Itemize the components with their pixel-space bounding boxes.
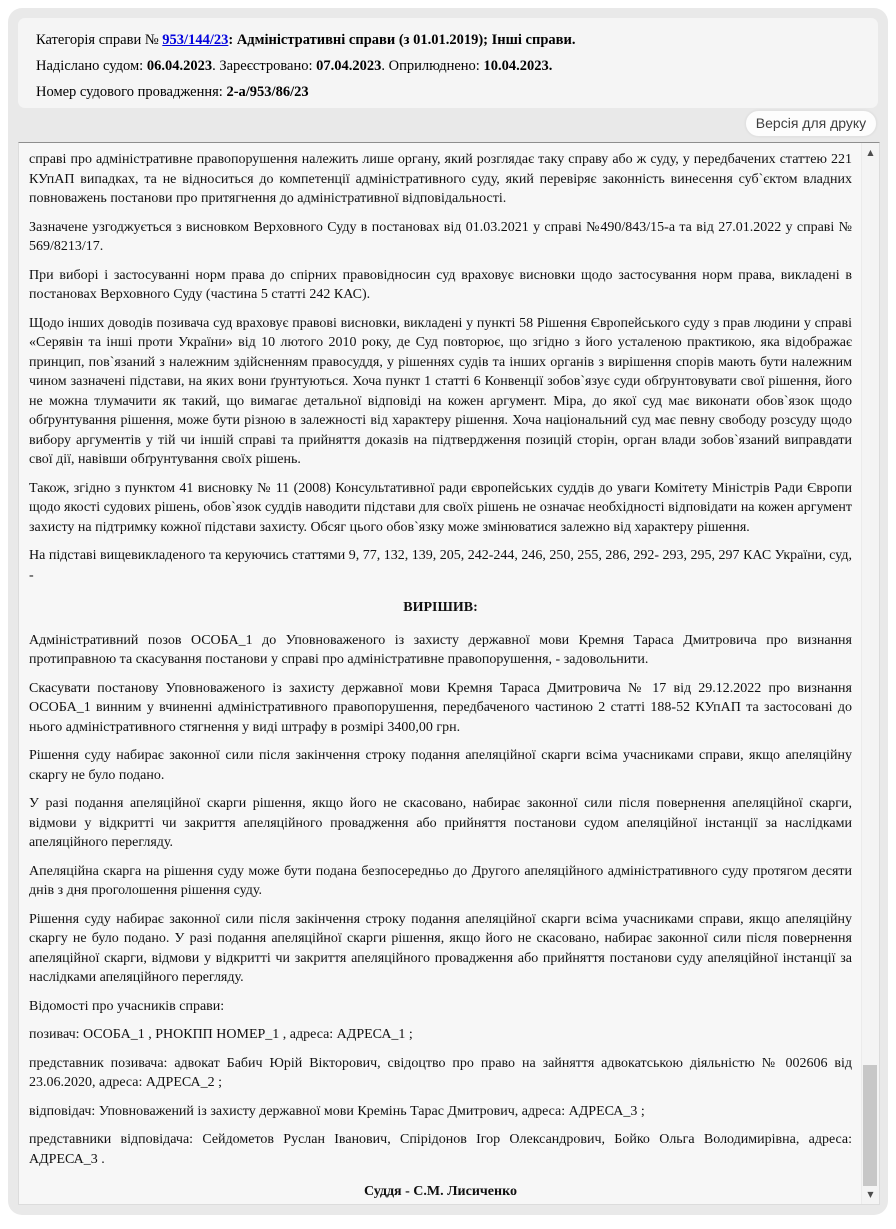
document-paragraph: Суддя - С.М. Лисиченко [364, 1184, 517, 1199]
document-paragraph: Щодо інших доводів позивача суд враховує правові висновки, викладені у пункті 58 Рішення Європейського суду з прав людини у справі «Серявін та інші проти України» від 10 лютого 2010 року, де Суд повторює, що згідно з його усталеною практикою, яка відображає принцип, пов`язаний з належним здійсненням правосуддя, у рішеннях судів та інших органів з вирішення спорів мають бути належним чином зазначені підстави, на яких вони ґрунтуються. Хоча пункт 1 статті 6 Конвенції зобов`язує суди обґрунтовувати свої рішення, його не можна тлумачити як такий, що вимагає детальної відповіді на кожен аргумент. Міра, до якої суд має виконати обов`язок щодо обґрунтування рішення, може бути різною в залежності від характеру рішення. Хоча національний суд має певну свободу розсуду щодо вибору аргументів у тій чи іншій справі та прийняття доказів на підтвердження позицій сторін, орган влади зобов`язаний виправдати свої дії, навівши обґрунтування своїх рішень. [29, 315, 852, 467]
document-paragraph: Також, згідно з пунктом 41 висновку № 11 (2008) Консультативної ради європейських суддів до уваги Комітету Міністрів Ради Європи щодо якості судових рішень, обов`язок суддів наводити підстави для своїх рішень не означає необхідності відповідати на кожен аргумент захисту на підтримку кожної підстави захисту. Обсяг цього обов`язку може змінюватися залежно від характеру рішення. [29, 480, 852, 535]
document-paragraph: відповідач: Уповноважений із захисту державної мови Кремінь Тарас Дмитрович, адреса: АДРЕСА_3 ; [29, 1103, 645, 1119]
document-area [18, 142, 880, 1205]
header-text-segment: Номер судового провадження: [36, 84, 227, 100]
document-paragraph: Адміністративний позов ОСОБА_1 до Уповноваженого із захисту державної мови Кремня Тараса Дмитровича про визнання протиправною та скасування постанови у справі про адміністративне правопорушення, - задовольнити. [29, 632, 852, 667]
header-text-segment: : [228, 32, 237, 48]
header-text-segment: . Оприлюднено: [381, 58, 484, 74]
header-text-segment: 06.04.2023 [146, 58, 213, 74]
header-text-segment: 2-а/953/86/23 [226, 84, 309, 100]
case-number-link[interactable]: 953/144/23 [162, 32, 229, 48]
scrollbar-thumb[interactable] [863, 1065, 877, 1186]
scroll-down-icon[interactable]: ▼ [867, 1190, 874, 1199]
document-paragraph: Зазначене узгоджується з висновком Верховного Суду в постановах від 01.03.2021 у справі №490/843/15-а та від 27.01.2022 у справі № 569/8213/17. [29, 219, 852, 254]
header-text-segment: Категорія справи № [36, 32, 163, 48]
header-text-segment: 10.04.2023. [483, 58, 553, 74]
document-paragraph: На підставі вищевикладеного та керуючись статтями 9, 77, 132, 139, 205, 242-244, 246, 250, 255, 286, 292- 293, 295, 297 КАС України, суд, - [29, 548, 852, 583]
case-category-line [36, 27, 860, 53]
document-paragraph: Апеляційна скарга на рішення суду може бути подана безпосередньо до Другого апеляційного адміністративного суду протягом десяти днів з дня проголошення рішення суду. [29, 863, 852, 898]
vertical-scrollbar[interactable] [861, 143, 879, 1204]
decision-card [8, 8, 888, 1215]
document-paragraph: справі про адміністративне правопорушення належить лише органу, який розглядає таку справу або ж суду, у передбачених статтею 221 КУпАП випадках, та не відноситься до компетенції адміністративного суду, який перевіряє законність винесення суб`єктом владних повноважень постанови про притягнення до адміністративної відповідальності. [29, 152, 852, 206]
document-paragraph: Рішення суду набирає законної сили після закінчення строку подання апеляційної скарги всіма учасниками справи, якщо апеляційну скаргу не було подано. У разі подання апеляційної скарги рішення, якщо його не скасовано, набирає законної сили після повернення апеляційної скарги, відмови у відкритті чи закриття апеляційного провадження або прийняття постанови суду апеляційної інстанції за наслідками апеляційного перегляду. [29, 911, 852, 985]
document-paragraph: При виборі і застосуванні норм права до спірних правовідносин суд враховує висновки щодо застосування норм права, викладені в постановах Верховного Суду (частина 5 статті 242 КАС). [29, 267, 852, 302]
case-proceeding-line [36, 79, 860, 105]
document-paragraph: Рішення суду набирає законної сили після закінчення строку подання апеляційної скарги всіма учасниками справи, якщо апеляційну скаргу не було подано. [29, 748, 852, 783]
document-paragraph: представник позивача: адвокат Бабич Юрій Вікторович, свідоцтво про право на зайняття адвокатською діяльністю № 002606 від 23.06.2020, адреса: АДРЕСА_2 ; [29, 1055, 852, 1090]
document-paragraph: Скасувати постанову Уповноваженого із захисту державної мови Кремня Тараса Дмитровича № 17 від 29.12.2022 про визнання ОСОБА_1 винним у вчиненні адміністративного правопорушення, передбаченого частиною 2 статті 188-52 КУпАП та застосовані до нього адміністративного стягнення у виді штрафу в розмірі 3400,00 грн. [29, 680, 852, 735]
document-text[interactable] [19, 143, 862, 1204]
document-paragraph: Відомості про учасників справи: [29, 998, 225, 1014]
document-paragraph: ВИРІШИВ: [403, 600, 478, 615]
print-version-button[interactable]: Версія для друку [745, 110, 877, 137]
header-text-segment: . Зареєстровано: [212, 58, 317, 74]
document-paragraph: У разі подання апеляційної скарги рішення, якщо його не скасовано, набирає законної сили після повернення апеляційної скарги, відмови у відкритті чи закриття апеляційного провадження або прийняття постанови судом апеляційної інстанції за наслідками апеляційного перегляду. [29, 796, 852, 850]
case-info-panel [18, 18, 878, 108]
scroll-up-icon[interactable]: ▲ [867, 148, 874, 157]
document-paragraph: позивач: ОСОБА_1 , РНОКПП НОМЕР_1 , адреса: АДРЕСА_1 ; [29, 1027, 413, 1042]
document-paragraph: представники відповідача: Сейдометов Руслан Іванович, Спірідонов Ігор Олександрович, Бойко Ольга Володимирівна, адреса: АДРЕСА_3 . [29, 1132, 852, 1167]
case-dates-line [36, 53, 860, 79]
header-text-segment: Адміністративні справи (з 01.01.2019); Інші справи. [236, 32, 576, 48]
header-text-segment: 07.04.2023 [316, 58, 382, 74]
header-text-segment: Надіслано судом: [36, 58, 147, 74]
